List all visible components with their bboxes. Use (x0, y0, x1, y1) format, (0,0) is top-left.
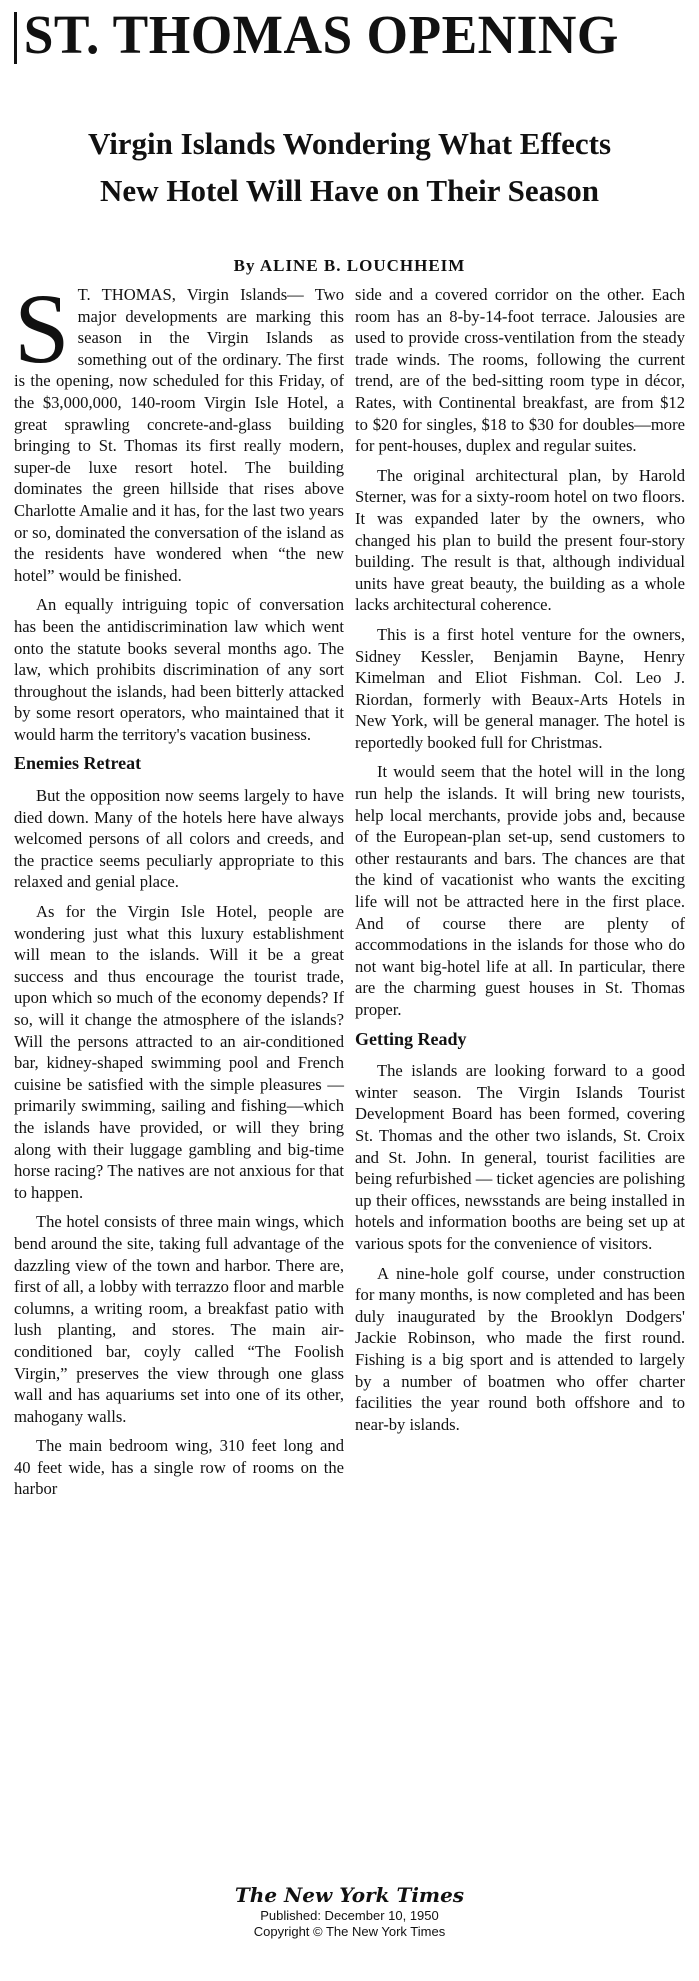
subhead (0, 120, 699, 214)
article-paragraph: But the opposition now seems largely to have died down. Many of the hotels here have always welcomed persons of all colors and creeds, and the practice seems peculiarly appropriate to this relaxed and genial place. (14, 786, 344, 892)
nyt-masthead-logo: The New York Times (234, 1883, 465, 1907)
headline-text: ST. THOMAS OPENING (23, 4, 619, 65)
section-heading-enemies-retreat: Enemies Retreat (14, 753, 142, 774)
drop-cap: S (14, 273, 70, 384)
paragraph-text: T. THOMAS, Virgin Islands— Two major developments are marking this season in the Virgin Islands as something out of the ordinary. The first is the opening, now scheduled for this Friday, of the $3,000,000, 140-room Virgin Isle Hotel, a great sprawling concrete-and-glass building bringing to St. Thomas its first really modern, super-de luxe resort hotel. The building dominates the green hillside that rises above Charlotte Amalie and it has, for the last two years or so, dominated the conversation of the island as the residents have wondered when “the new hotel” would be finished. (14, 285, 344, 585)
article-paragraph: The hotel consists of three main wings, which bend around the site, taking full advantage of the dazzling view of the town and harbor. There are, first of all, a lobby with terrazzo floor and marble columns, a writing room, a breakfast patio with lush planting, and stores. The main air-conditioned bar, coyly called “The Foolish Virgin,” preserves the view through one glass wall and has aquariums set into one of its other, mahogany walls. (14, 1212, 344, 1426)
headline (14, 4, 674, 66)
article-paragraph: It would seem that the hotel will in the long run help the islands. It will bring new tourists, help local merchants, provide jobs and, because of the European-plan set-up, send customers to other restaurants and bars. The chances are that the kind of vacationist who wants the exciting life will not be attracted here in the first place. And of course there are plenty of accommodations in the islands for those who do not want big-hotel life at all. In particular, there are the charming guest houses in St. Thomas proper. (355, 762, 685, 1019)
footer (0, 1882, 699, 1940)
published-date: Published: December 10, 1950 (260, 1908, 439, 1923)
column-right (355, 284, 685, 1443)
article-paragraph: A nine-hole golf course, under construction for many months, is now completed and has been duly inaugurated by the Brooklyn Dodgers' Jackie Robinson, who made the first round. Fishing is a big sport and is attended to largely by a number of boatmen who offer charter facilities the year round both offshore and to near-by islands. (355, 1263, 685, 1434)
article-paragraph: The main bedroom wing, 310 feet long and 40 feet wide, has a single row of rooms on the harbor (14, 1436, 344, 1499)
column-left (14, 273, 344, 1508)
copyright: Copyright © The New York Times (253, 1924, 446, 1939)
subhead-line-2: New Hotel Will Have on Their Season (100, 173, 599, 208)
article-paragraph: An equally intriguing topic of conversation has been the antidiscrimination law which went onto the statute books several months ago. The law, which prohibits discrimination of any sort throughout the islands, had been bitterly attacked by some resort operators, who maintained that it would harm the territory's vacation business. (14, 595, 344, 744)
byline: By ALINE B. LOUCHHEIM (233, 256, 466, 275)
article-paragraph (14, 273, 344, 586)
article-paragraph: side and a covered corridor on the other. Each room has an 8-by-14-foot terrace. Jalousies are used to provide cross-ventilation from the steady trade winds. The rooms, following the current trend, are of the bed-sitting room type in décor, Rates, with Continental breakfast, are from $12 to $20 for singles, $18 to $30 for doubles—more for pent-houses, duplex and regular suites. (355, 285, 685, 456)
article-paragraph: The original architectural plan, by Harold Sterner, was for a sixty-room hotel on two floors. It was expanded later by the owners, who changed his plan to build the present four-story building. The result is that, although individual units have great beauty, the building as a whole lacks architectural coherence. (355, 465, 685, 615)
article-paragraph: As for the Virgin Isle Hotel, people are wondering just what this luxury establishment will mean to the islands. Will it be a great success and thus encourage the tourist trade, upon which so much of the economy depends? If so, will it change the atmosphere of the islands? Will the persons attracted to an air-conditioned bar, kidney-shaped swimming pool and French cuisine be satisfied with the simple pleasures — primarily swimming, sailing and fishing—which the islands have provided, or will they bring along with their luggage gambling and big-time horse racing? The natives are not anxious for that to happen. (14, 902, 344, 1202)
section-heading-getting-ready: Getting Ready (355, 1028, 467, 1049)
article-paragraph: The islands are looking forward to a good winter season. The Virgin Islands Tourist Development Board has been formed, covering St. Thomas and the other two islands, St. Croix and St. John. In general, tourist facilities are being refurbished — ticket agencies are polishing up their offices, newsstands are being installed in hotels and information booths are being set up at various spots for the convenience of visitors. (355, 1061, 685, 1253)
article-paragraph: This is a first hotel venture for the owners, Sidney Kessler, Benjamin Bayne, Henry Kimelman and Eliot Fishman. Col. Leo J. Riordan, formerly with Beaux-Arts Hotels in New York, will be general manager. The hotel is reportedly booked full for Christmas. (355, 624, 685, 752)
subhead-line-1: Virgin Islands Wondering What Effects (87, 126, 612, 161)
